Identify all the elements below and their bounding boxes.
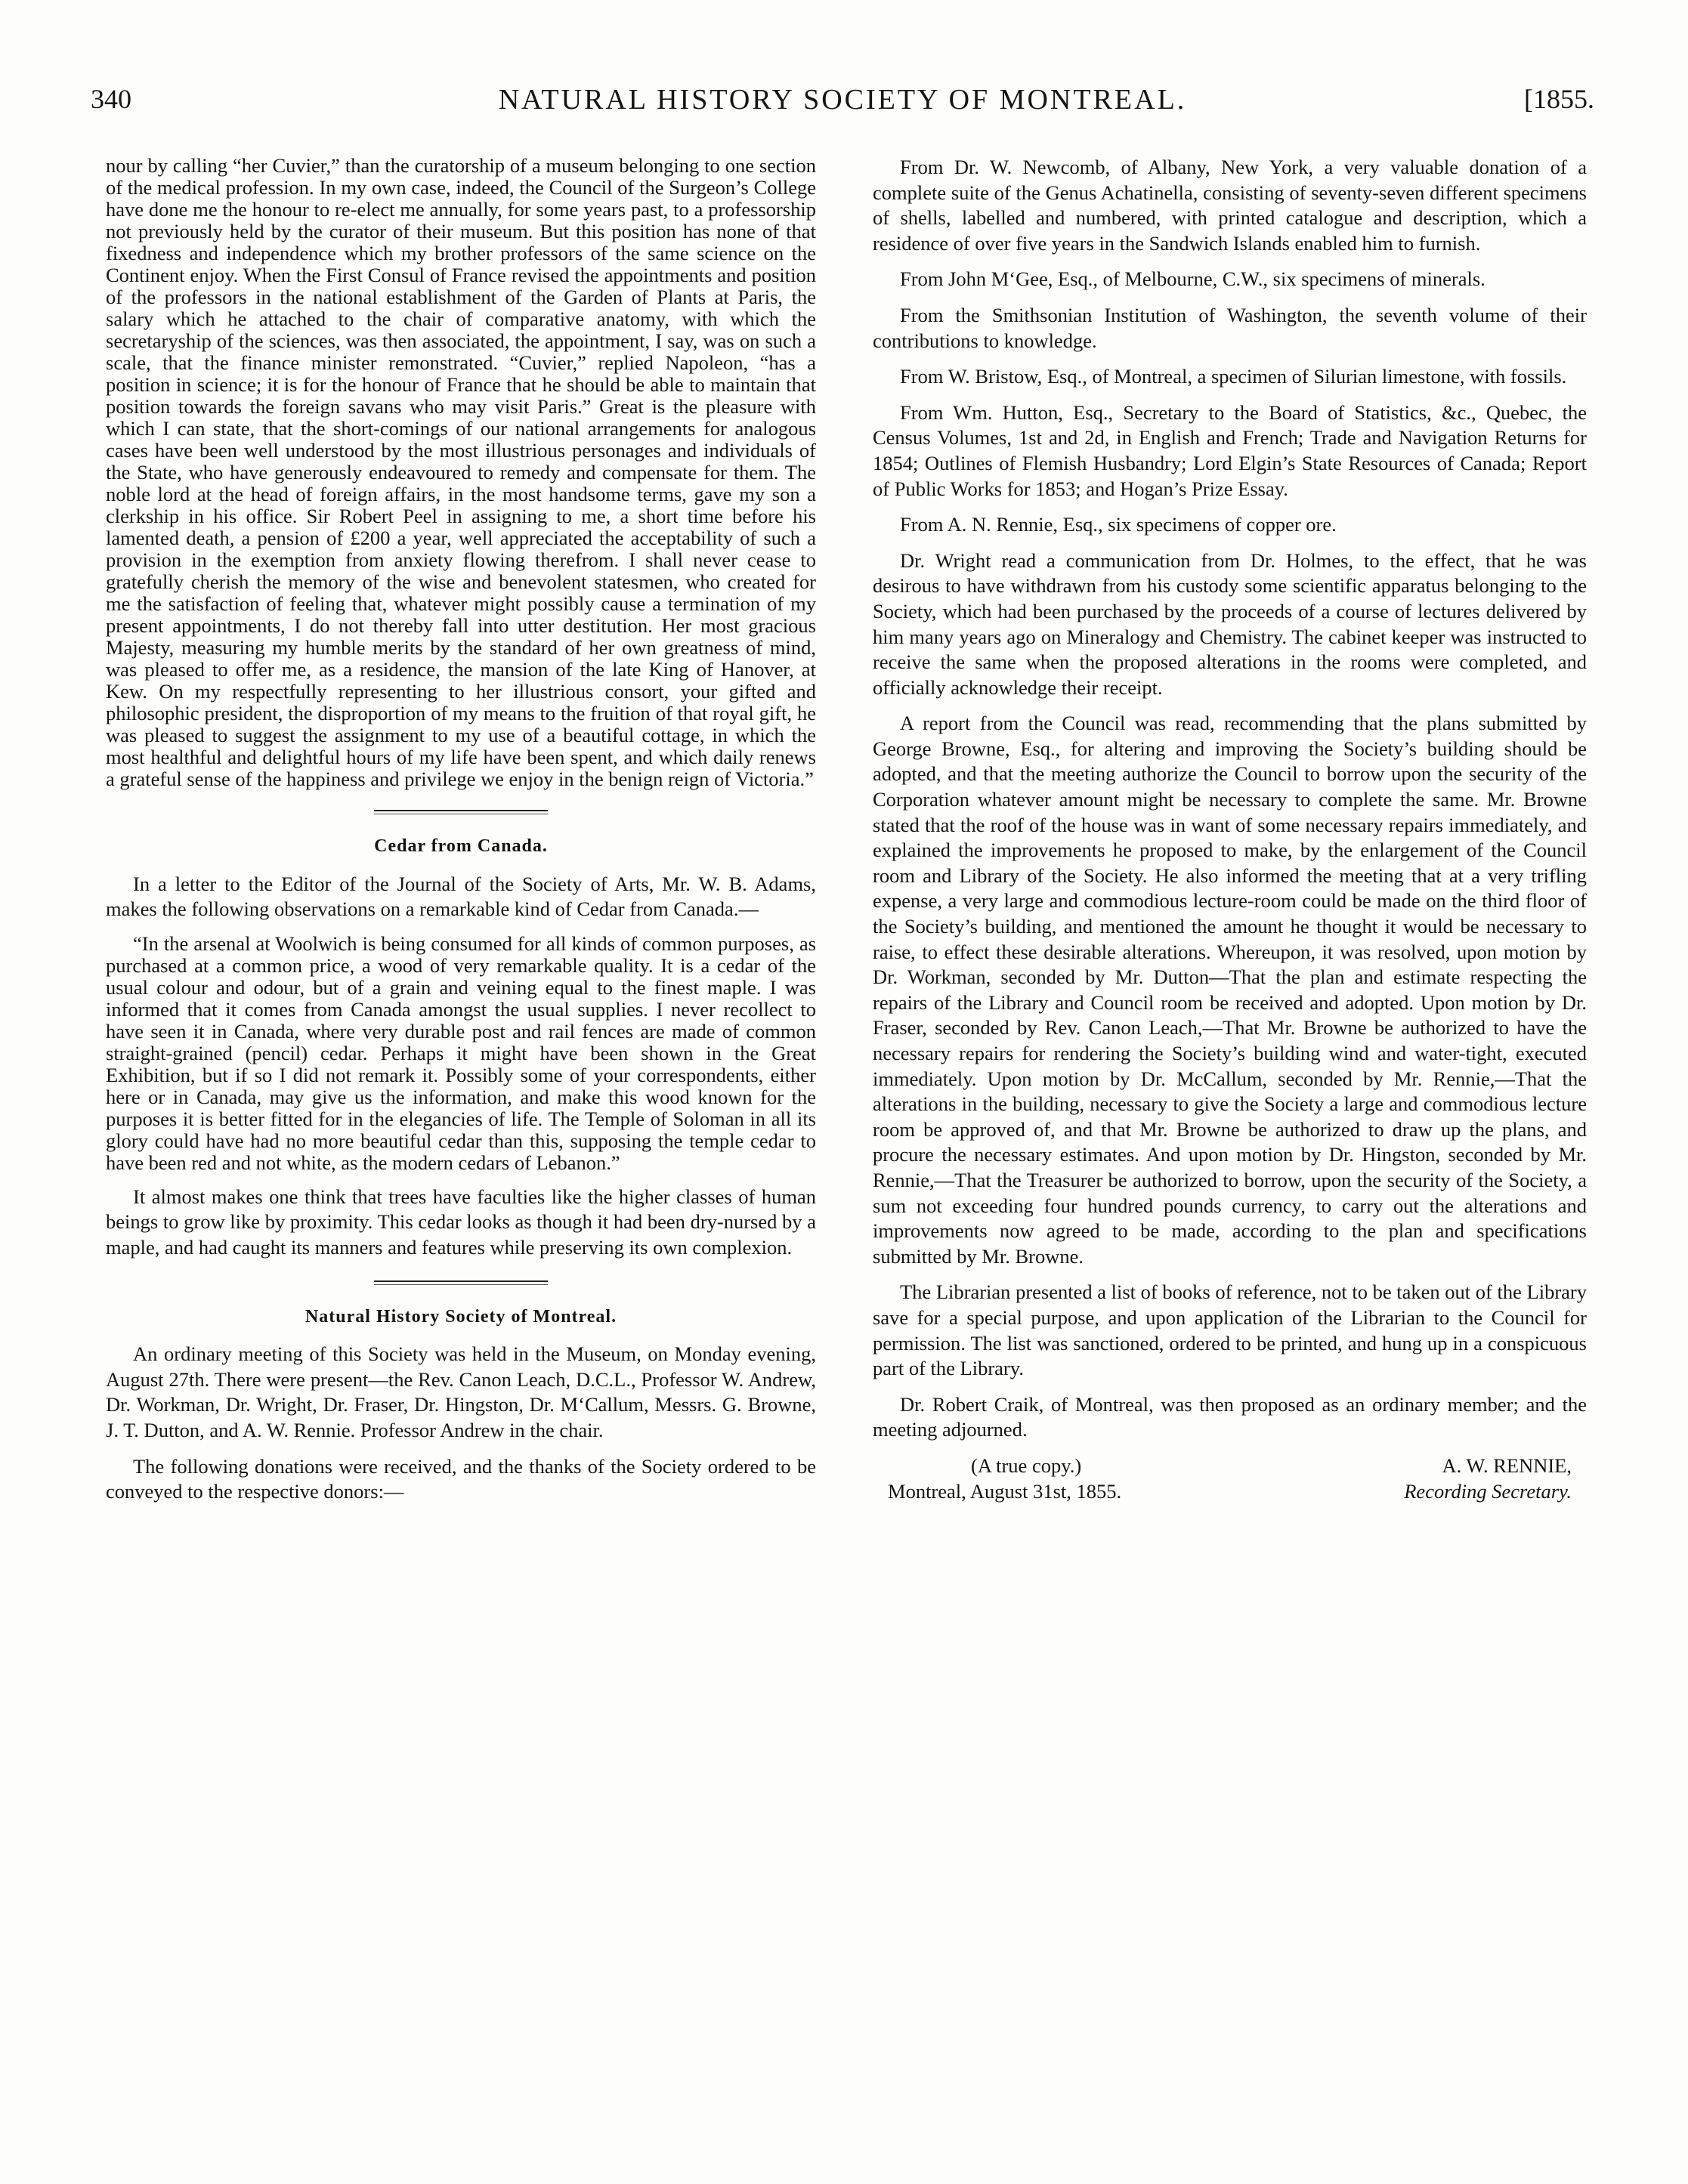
donation-mcgee: From John M‘Gee, Esq., of Melbourne, C.W., six specimens of minerals.	[900, 267, 1486, 291]
section-divider	[374, 1280, 548, 1285]
donations-intro: The following donations were received, and the thanks of the Society ordered to be conveyed to the respective donors:—	[106, 1454, 816, 1503]
cedar-heading: Cedar from Canada.	[374, 836, 548, 856]
running-title: NATURAL HISTORY SOCIETY OF MONTREAL.	[498, 84, 1187, 116]
page-number: 340	[91, 84, 131, 114]
wright-paragraph: Dr. Wright read a communication from Dr. Holmes, to the effect, that he was desirous to have withdrawn from his custody some scientific apparatus belonging to the Society, which had been purchased by the proceeds of a course of lectures delivered by him many years ago on Mineralogy and Chemistry. The cabinet keeper was instructed to receive the same when the proposed alterations in the rooms were completed, and officially acknowledge their receipt.	[873, 548, 1587, 699]
meeting-paragraph: An ordinary meeting of this Society was held in the Museum, on Monday evening, August 27th. There were present—the Rev. Canon Leach, D.C.L., Professor W. Andrew, Dr. Workman, Dr. Wright, Dr. Fraser, Dr. Hingston, Dr. M‘Callum, Messrs. G. Browne, J. T. Dutton, and A. W. Rennie. Professor Andrew in the chair.	[106, 1342, 816, 1441]
donation-rennie: From A. N. Rennie, Esq., six specimens of copper ore.	[900, 513, 1337, 536]
signatory-title: Recording Secretary.	[1404, 1479, 1572, 1503]
place-date: Montreal, August 31st, 1855.	[888, 1479, 1122, 1503]
cedar-comment: It almost makes one think that trees have faculties like the higher classes of human beings to grow like by proximity. This cedar looks as though it had been dry-nursed by a maple, and had caught its manners and features while preserving its own complexion.	[106, 1185, 816, 1259]
page-header	[91, 83, 1594, 128]
donation-newcomb: From Dr. W. Newcomb, of Albany, New York, a very valuable donation of a complete suite of the Genus Achatinella, consisting of seventy-seven different specimens of shells, labelled and numbered, with printed catalogue and description, which a residence of over five years in the Sandwich Islands enabled him to furnish.	[873, 156, 1587, 255]
donation-bristow: From W. Bristow, Esq., of Montreal, a specimen of Silurian limestone, with fossils.	[900, 365, 1567, 388]
right-column	[873, 155, 1587, 1504]
craik-paragraph: Dr. Robert Craik, of Montreal, was then proposed as an ordinary member; and the meeting adjourned.	[873, 1392, 1587, 1441]
donation-hutton: From Wm. Hutton, Esq., Secretary to the Board of Statistics, &c., Quebec, the Census Volumes, 1st and 2d, in English and French; Trade and Navigation Returns for 1854; Outlines of Flemish Husbandry; Lord Elgin’s State Resources of Canada; Report of Public Works for 1853; and Hogan’s Prize Essay.	[873, 400, 1587, 500]
donation-smithsonian: From the Smithsonian Institution of Washington, the seventh volume of their contributions to knowledge.	[873, 303, 1587, 352]
cuvier-paragraph: nour by calling “her Cuvier,” than the curatorship of a museum belonging to one section of the medical profession. In my own case, indeed, the Council of the Surgeon’s College have done me the honour to re-elect me annually, for some years past, to a professorship not previously held by the curator of their museum. But this position has none of that fixedness and independence which my brother professors of the same science on the Continent enjoy. When the First Consul of France revised the appointments and position of the professors in the national establishment of the Garden of Plants at Paris, the salary which he attached to the chair of comparative anatomy, with which the secretaryship of the sciences, was then associated, the appointment, I say, was on such a scale, that the finance minister remonstrated. “Cuvier,” replied Napoleon, “has a position in science; it is for the honour of France that he should be able to maintain that position towards the foreign savans who may visit Paris.” Great is the pleasure with which I can state, that the short-comings of our national arrangements for analogous cases have been well understood by the most illustrious personages and individuals of the State, who have generously endeavoured to remedy and compensate for them. The noble lord at the head of foreign affairs, in the most handsome terms, gave my son a clerkship in his office. Sir Robert Peel in assigning to me, a short time before his lamented death, a pension of £200 a year, well appreciated the acceptability of such a provision in the exemption from anxiety flowing therefrom. I shall never cease to gratefully cherish the memory of the wise and benevolent statesmen, who created for me the satisfaction of feeling that, whatever might possibly cause a termination of my present appointments, I do not thereby fall into utter destitution. Her most gracious Majesty, measuring my humble merits by the standard of her own greatness of mind, was pleased to offer me, as a residence, the mansion of the late King of Hanover, at Kew. On my respectfully representing to her illustrious consort, your gifted and philosophic president, the disproportion of my means to the fruition of that royal gift, he was pleased to suggest the assignment to my use of a beautiful cottage, in which the most healthful and delightful hours of my life have been spent, and which daily renews a grateful sense of the happiness and privilege we enjoy in the benign reign of Victoria.”	[106, 154, 816, 790]
true-copy-note: (A true copy.)	[971, 1453, 1082, 1477]
signature-line-2	[873, 1479, 1587, 1505]
librarian-paragraph: The Librarian presented a list of books of reference, not to be taken out of the Library save for a special purpose, and upon application of the Librarian to the Council for permission. The list was sanctioned, ordered to be printed, and hung up in a conspicuous part of the Library.	[873, 1280, 1587, 1380]
council-report-paragraph: A report from the Council was read, recommending that the plans submitted by George Browne, Esq., for altering and improving the Society’s building should be adopted, and that the meeting authorize the Council to borrow upon the security of the Corporation whatever amount might be necessary to complete the same. Mr. Browne stated that the roof of the house was in want of some necessary repairs immediately, and explained the improvements he proposed to make, by the enlargement of the Council room and Library of the Society. He also informed the meeting that at a very trifling expense, a very large and commodious lecture-room could be made on the third floor of the Society’s building, and mentioned the amount he thought it would be necessary to raise, to effect these desirable alterations. Whereupon, it was resolved, upon motion by Dr. Workman, seconded by Mr. Dutton—That the plan and estimate respecting the repairs of the Library and Council room be received and adopted. Upon motion by Dr. Fraser, seconded by Rev. Canon Leach,—That Mr. Browne be authorized to have the necessary repairs for rendering the Society’s building wind and water-tight, executed immediately. Upon motion by Dr. McCallum, seconded by Mr. Rennie,—That the alterations in the building, necessary to give the Society a large and commodious lecture room be approved of, and that Mr. Browne be authorized to draw up the plans, and procure the necessary estimates. And upon motion by Dr. Hingston, seconded by Mr. Rennie,—That the Treasurer be authorized to borrow, upon the security of the Society, a sum not exceeding four hundred pounds currency, to carry out the alterations and improvements now agreed to be made, according to the plan and specifications submitted by Mr. Browne.	[873, 712, 1587, 1268]
left-column	[106, 155, 816, 1515]
header-year: [1855.	[1524, 84, 1594, 114]
signatory-name: A. W. RENNIE,	[1442, 1453, 1572, 1477]
section-divider	[374, 810, 548, 814]
cedar-quote: “In the arsenal at Woolwich is being consumed for all kinds of common purposes, as purchased at a common price, a wood of very remarkable quality. It is a cedar of the usual colour and odour, but of a grain and veining equal to the finest maple. I was informed that it comes from Canada amongst the usual supplies. I never recollect to have seen it in Canada, where very durable post and rail fences are made of common straight-grained (pencil) cedar. Perhaps it might have been shown in the Great Exhibition, but if so I did not remark it. Possibly some of your correspondents, either here or in Canada, may give us the information, and make this wood known for the purposes it is better fitted for in the elegancies of life. The Temple of Soloman in all its glory could have had no more beautiful cedar than this, supposing the temple cedar to have been red and not white, as the modern cedars of Lebanon.”	[106, 931, 816, 1174]
society-heading: Natural History Society of Montreal.	[305, 1306, 617, 1327]
signature-block	[873, 1453, 1587, 1479]
cedar-intro: In a letter to the Editor of the Journal of the Society of Arts, Mr. W. B. Adams, makes the following observations on a remarkable kind of Cedar from Canada.—	[106, 872, 816, 921]
